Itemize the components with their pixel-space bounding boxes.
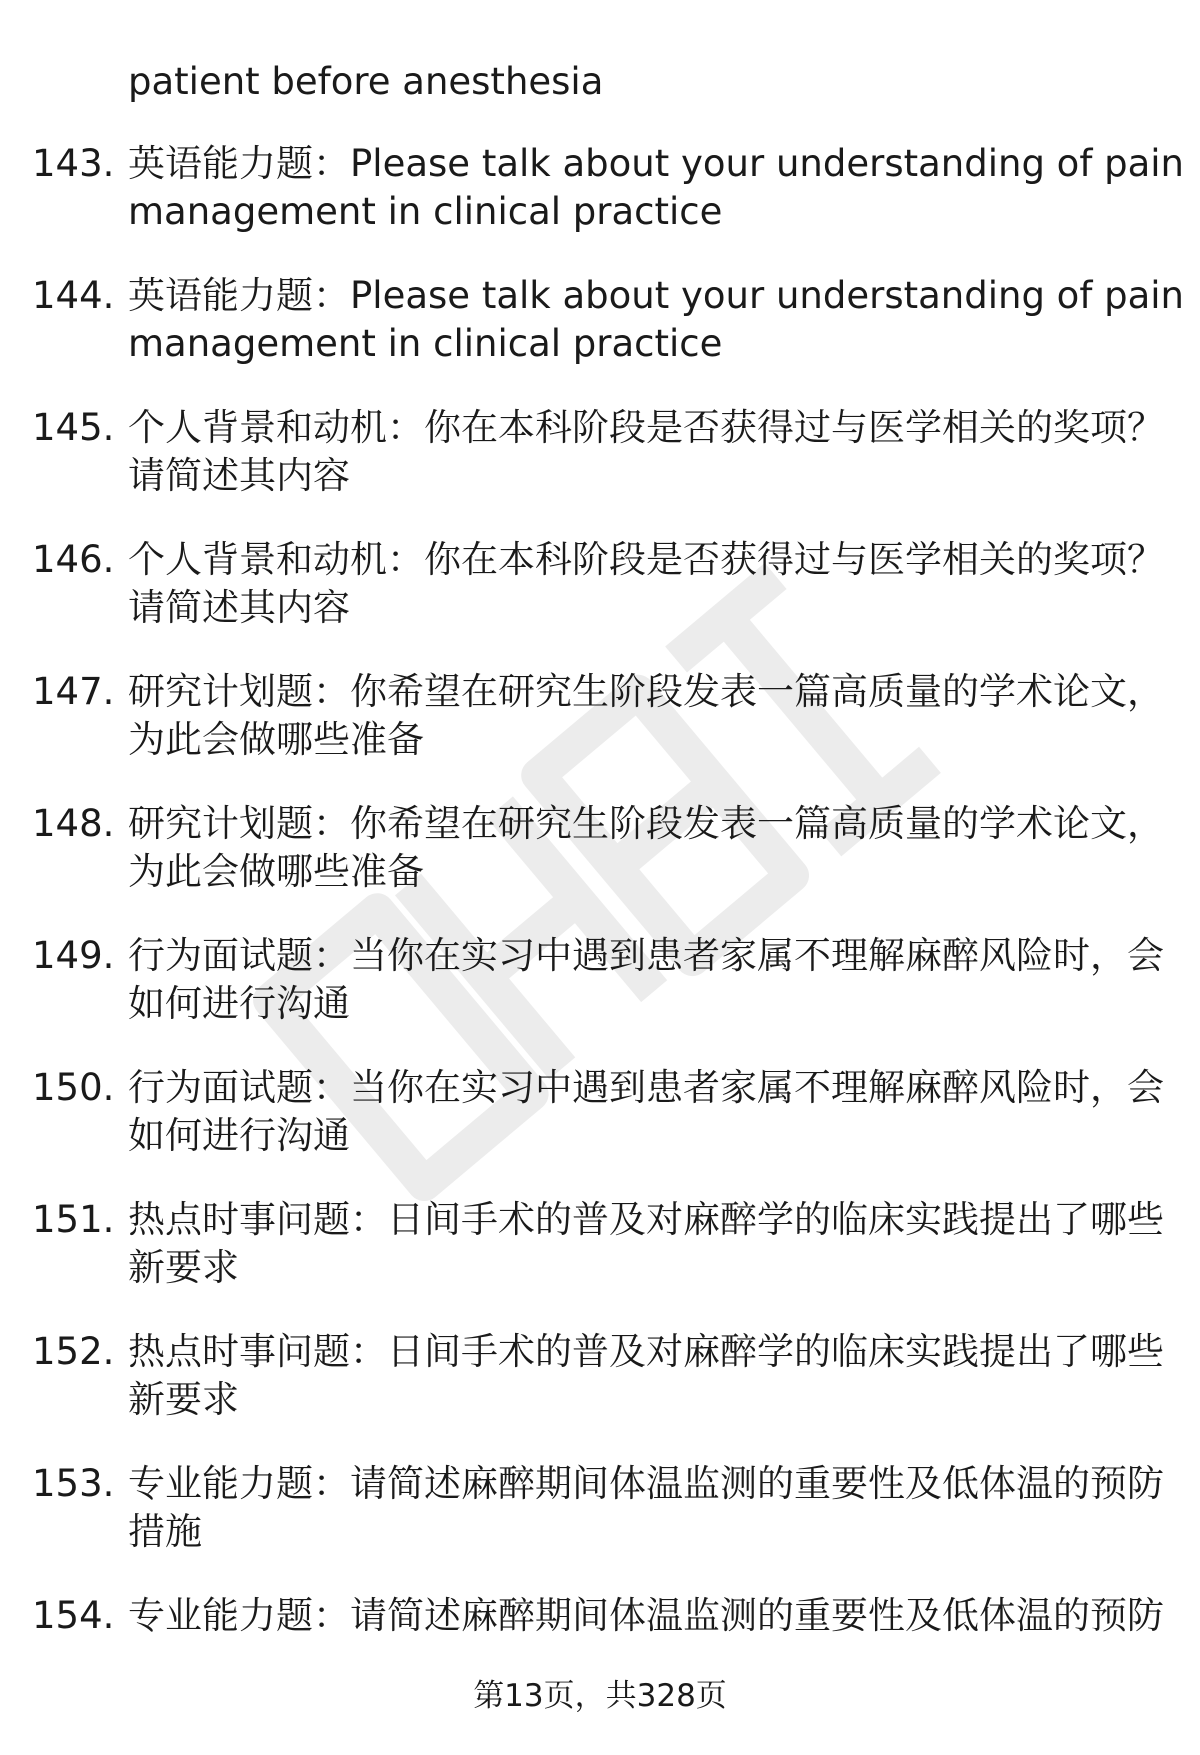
- question-item: [0, 1328, 1200, 1460]
- question-line: management in clinical practice: [128, 190, 723, 233]
- question-text: [128, 272, 1184, 368]
- question-item: [0, 1460, 1200, 1592]
- question-item: [0, 536, 1200, 668]
- question-line: 行为面试题：当你在实习中遇到患者家属不理解麻醉风险时，会: [128, 1066, 1164, 1109]
- question-item: [0, 140, 1200, 272]
- question-number: 147.: [32, 670, 115, 713]
- question-number: 151.: [32, 1198, 115, 1241]
- question-text: [128, 536, 1164, 632]
- question-text: [128, 1196, 1164, 1292]
- question-number: 154.: [32, 1594, 115, 1637]
- question-item: [0, 668, 1200, 800]
- question-line: 行为面试题：当你在实习中遇到患者家属不理解麻醉风险时，会: [128, 934, 1164, 977]
- question-line: 专业能力题：请简述麻醉期间体温监测的重要性及低体温的预防: [128, 1462, 1164, 1505]
- question-number: 144.: [32, 274, 115, 317]
- question-line: 英语能力题：Please talk about your understanding of pain: [128, 274, 1184, 317]
- question-line: 热点时事问题：日间手术的普及对麻醉学的临床实践提出了哪些: [128, 1198, 1164, 1241]
- question-number: 150.: [32, 1066, 115, 1109]
- question-number: 146.: [32, 538, 115, 581]
- question-text: [128, 800, 1164, 896]
- question-line: 如何进行沟通: [128, 982, 350, 1025]
- question-line: 个人背景和动机：你在本科阶段是否获得过与医学相关的奖项？: [128, 406, 1164, 449]
- question-text: [128, 404, 1164, 500]
- question-line: 如何进行沟通: [128, 1114, 350, 1157]
- question-number: 152.: [32, 1330, 115, 1373]
- question-number: 148.: [32, 802, 115, 845]
- question-line: 为此会做哪些准备: [128, 850, 424, 893]
- question-line: 请简述其内容: [128, 454, 350, 497]
- question-line: 新要求: [128, 1378, 239, 1421]
- question-line: 英语能力题：Please talk about your understanding of pain: [128, 142, 1184, 185]
- question-item: [0, 272, 1200, 404]
- question-line: management in clinical practice: [128, 322, 723, 365]
- question-number: 143.: [32, 142, 115, 185]
- page-number-footer: 第13页，共328页: [473, 1678, 727, 1714]
- question-line: 个人背景和动机：你在本科阶段是否获得过与医学相关的奖项？: [128, 538, 1164, 581]
- question-line: 请简述其内容: [128, 586, 350, 629]
- question-number: 145.: [32, 406, 115, 449]
- question-line: 专业能力题：请简述麻醉期间体温监测的重要性及低体温的预防: [128, 1594, 1164, 1637]
- question-text: [128, 1460, 1164, 1556]
- question-text: [128, 1328, 1164, 1424]
- question-number: 149.: [32, 934, 115, 977]
- continuation-text: patient before anesthesia: [128, 60, 604, 103]
- question-item: [0, 1064, 1200, 1196]
- question-item: [0, 800, 1200, 932]
- question-line: 研究计划题：你希望在研究生阶段发表一篇高质量的学术论文，: [128, 802, 1164, 845]
- question-line: 措施: [128, 1510, 202, 1553]
- question-item: [0, 932, 1200, 1064]
- question-list: [0, 140, 1200, 1724]
- question-text: [128, 1592, 1164, 1640]
- question-text: [128, 668, 1164, 764]
- question-line: 热点时事问题：日间手术的普及对麻醉学的临床实践提出了哪些: [128, 1330, 1164, 1373]
- question-text: [128, 1064, 1164, 1160]
- question-text: [128, 140, 1184, 236]
- question-text: [128, 932, 1164, 1028]
- question-number: 153.: [32, 1462, 115, 1505]
- question-line: 研究计划题：你希望在研究生阶段发表一篇高质量的学术论文，: [128, 670, 1164, 713]
- question-item: [0, 1196, 1200, 1328]
- question-line: 新要求: [128, 1246, 239, 1289]
- question-line: 为此会做哪些准备: [128, 718, 424, 761]
- question-item: [0, 404, 1200, 536]
